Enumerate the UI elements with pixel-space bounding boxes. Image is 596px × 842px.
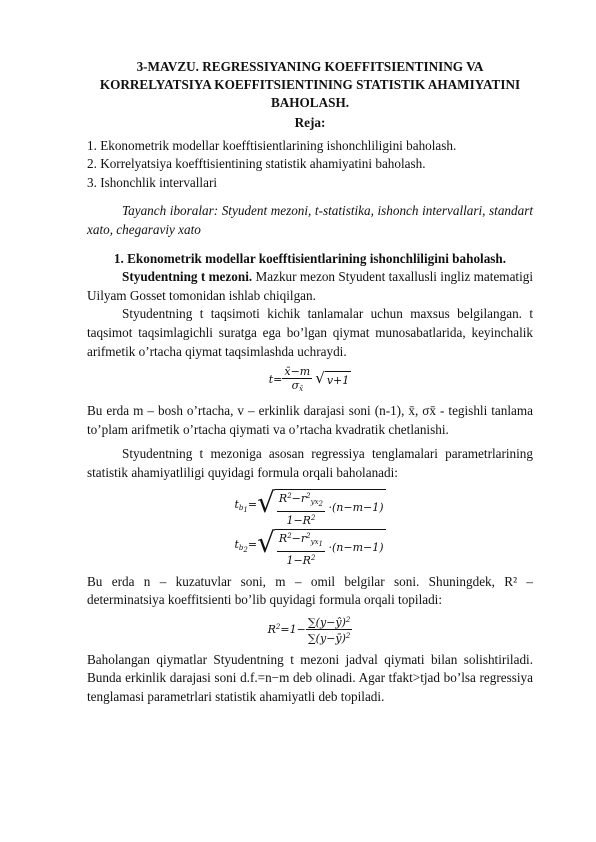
paragraph-comparison: Baholangan qiymatlar Styudentning t mezoni jadval qiymati bilan solishtiriladi. Bunda erkinlik darajasi soni d.f.=n−m deb olinadi. Agar tfakt>tjad bo’lsa regressiya tenglamasi parametrlari statistik ahamiyatli deb topiladi. [87, 651, 533, 704]
plan-item-1: 1. Ekonometrik modellar koefftisientlarining ishonchliligini baholash. [87, 137, 457, 153]
formula-t-statistic: t= $\frac{x̄-m}{\sigma_{x̄}}$ √ v+1 [268, 365, 350, 394]
student-t-bold-lead: Styudentning t mezoni. [122, 269, 253, 285]
section-1-heading: 1. Ekonometrik modellar koefftisientlarining ishonchliligini baholash. [113, 250, 507, 266]
plan-heading: Reja: [294, 115, 326, 130]
paragraph-t-distribution: Styudentning t taqsimoti kichik tanlamalar uchun maxsus belgilangan. t taqsimot taqsimlagichli suratga ega bo’lgan qiymat munosabatlarida, keyinchalik arifmetik o’rtacha qiymat taqsimlashda uchraydi. [87, 306, 533, 359]
document-page [87, 58, 533, 706]
paragraph-student-t [87, 268, 533, 305]
student-t-text: Mazkur mezon Styudent taxallusli ingliz matematigi Uilyam Gosset tomonidan ishlab chiqilgan. [87, 269, 534, 303]
page-title: 3-MAVZU. REGRESSIYANING KOEFFITSIENTINING VA KORRELYATSIYA KOEFFITSIENTINING STATISTIK AHAMIYATINI BAHOLASH. [99, 59, 521, 110]
formula-t-b1: $t_{b_1}=$ √ $\frac{R^2-r^2_{yx_2}}{1-R^2}$ ·(n−m−1) [234, 485, 384, 527]
paragraph-where-1: Bu erda m – bosh o’rtacha, v – erkinlik darajasi soni (n-1), x̄, σx̄ - tegishli tanlama to’plam arifmetik o’rtacha qiymati va o’rtacha kvadratik chetlanishi. [87, 403, 533, 437]
formula-t-b2: $t_{b_2}=$ √ $\frac{R^2-r^2_{yx_1}}{1-R^2}$ ·(n−m−1) [234, 525, 384, 567]
paragraph-where-2: Bu erda n – kuzatuvlar soni, m – omil belgilar soni. Shuningdek, R² – determinatsiya koeffitsienti bo’lib quyidagi formula orqali topiladi: [87, 573, 533, 608]
keywords-paragraph: Tayanch iboralar: Styudent mezoni, t-statistika, ishonch intervallari, standart xato, chegaraviy xato [87, 203, 533, 237]
plan-item-3: 3. Ishonchlik intervallari [87, 174, 218, 190]
plan-item-2: 2. Korrelyatsiya koefftisientining statistik ahamiyatini baholash. [87, 156, 426, 172]
paragraph-significance: Styudentning t mezoniga asosan regressiya tenglamalari parametrlarining statistik ahamiyatliligi quyidagi formula orqali baholanadi: [87, 446, 533, 480]
formula-r-squared: $R^2=1-$ $\frac{\sum(y-ŷ)^2}{\sum(y-ȳ)^2}$ [267, 615, 351, 645]
